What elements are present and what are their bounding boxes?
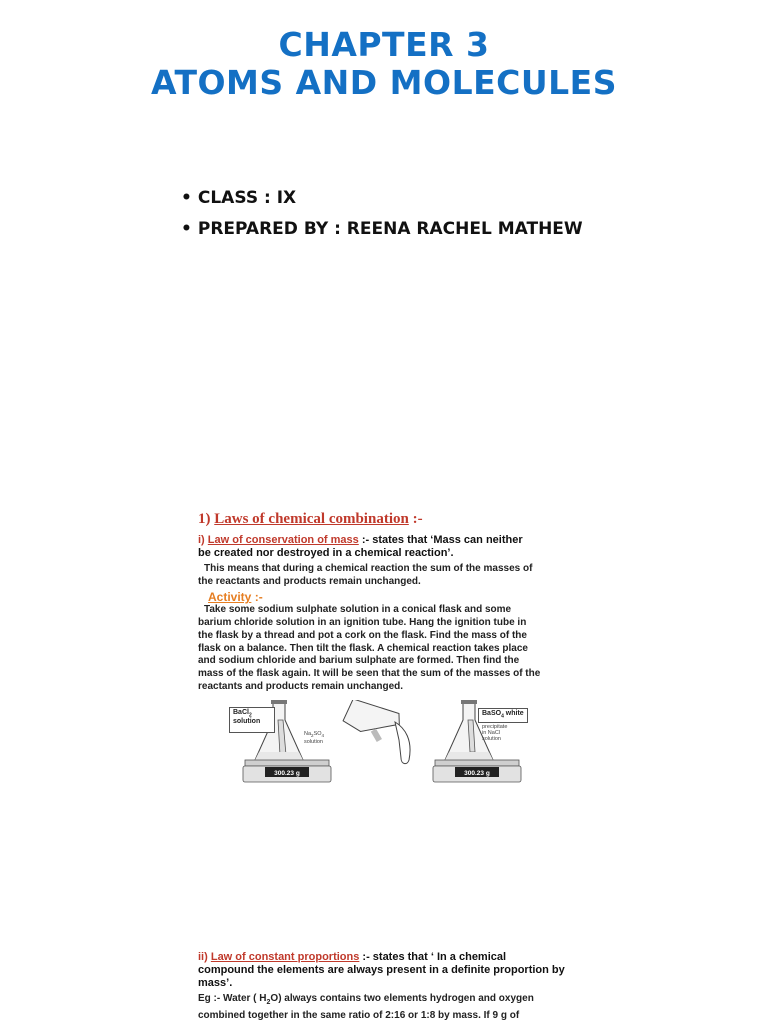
baso4-subscript: 4: [501, 713, 504, 720]
constant-proportions-section: [198, 951, 565, 1022]
law2-statement-line: compound the elements are always present in a definite proportion by: [198, 964, 565, 976]
right-scale-reading: 300.23 g: [464, 770, 490, 777]
na2so4-solution-text: solution: [304, 739, 323, 746]
precipitate-line: precipitate: [482, 724, 508, 730]
tilted-flask-illustration: [342, 700, 410, 764]
so-text: SO: [313, 731, 322, 737]
activity-line: Take some sodium sulphate solution in a conical flask and some: [204, 604, 512, 616]
example-subscript: 2: [266, 999, 271, 1006]
law2-statement-line: mass’.: [198, 977, 233, 989]
heading-text: Laws of chemical combination: [214, 511, 409, 527]
activity-line: barium chloride solution in an ignition tube. Hang the ignition tube in: [198, 617, 527, 629]
precipitate-line: in NaCl: [482, 730, 501, 736]
info-bullet-list: [181, 184, 583, 246]
bullet-class: • CLASS : IX: [181, 184, 583, 215]
activity-line: and sodium chloride and barium sulphate are formed. Then find the: [198, 655, 520, 667]
activity-text: [198, 604, 540, 693]
laws-section: [198, 511, 540, 693]
baso4-text: BaSO: [482, 710, 502, 717]
law2-prefix: ii): [198, 951, 208, 963]
bacl2-subscript: 2: [248, 712, 252, 719]
activity-line: mass of the flask again. It will be seen that the sum of the masses of the: [198, 667, 541, 679]
example-text: Eg :- Water ( H: [198, 993, 267, 1004]
bacl2-text: BaCl: [233, 709, 249, 716]
law2-example: [198, 993, 565, 1022]
na-text: Na: [304, 731, 312, 737]
na-subscript: 2: [311, 733, 314, 739]
baso4-label: [478, 708, 528, 723]
law-prefix: i): [198, 534, 205, 546]
law2-statement-line: :- states that ‘ In a chemical: [362, 951, 507, 963]
law-conservation-statement: [198, 534, 540, 560]
section-heading: [198, 511, 540, 528]
activity-suffix: :-: [254, 590, 263, 605]
left-scale-reading: 300.23 g: [274, 770, 300, 777]
title-line-topic: ATOMS AND MOLECULES: [151, 63, 617, 102]
activity-label: Activity: [208, 590, 252, 605]
heading-suffix: :-: [412, 511, 423, 527]
precipitate-note: [482, 724, 507, 742]
example-line: combined together in the same ratio of 2:16 or 1:8 by mass. If 9 g of: [198, 1009, 520, 1021]
bullet-prepared-by: • PREPARED BY : REENA RACHEL MATHEW: [181, 215, 583, 246]
precipitate-line: solution: [482, 736, 501, 742]
bacl2-label: [229, 707, 275, 733]
bacl2-solution-text: solution: [233, 718, 261, 726]
activity-line: flask on a balance. Then tilt the flask. A chemical reaction takes place: [198, 642, 528, 654]
law-statement-line: :- states that ‘Mass can neither: [361, 534, 523, 546]
example-text: O) always contains two elements hydrogen and oxygen: [270, 993, 534, 1004]
heading-number: 1): [198, 511, 211, 527]
page-title: [0, 26, 768, 102]
activity-heading: [198, 591, 540, 604]
law-constant-statement: [198, 951, 565, 990]
law-name: Law of conservation of mass: [207, 534, 359, 546]
meaning-line: This means that during a chemical reaction the sum of the masses of: [204, 563, 533, 574]
title-line-chapter: CHAPTER 3: [278, 25, 490, 64]
na2so4-note: [304, 731, 324, 745]
meaning-line: the reactants and products remain unchanged.: [198, 575, 421, 587]
activity-line: reactants and products remain unchanged.: [198, 680, 404, 692]
baso4-white-text: white: [503, 710, 524, 717]
law-statement-line: be created nor destroyed in a chemical reaction’.: [198, 547, 454, 559]
law-meaning: [198, 563, 540, 588]
so-subscript: 4: [321, 733, 325, 739]
activity-line: the flask by a thread and pot a cork on the flask. Find the mass of the: [198, 629, 527, 641]
law2-name: Law of constant proportions: [210, 951, 360, 963]
